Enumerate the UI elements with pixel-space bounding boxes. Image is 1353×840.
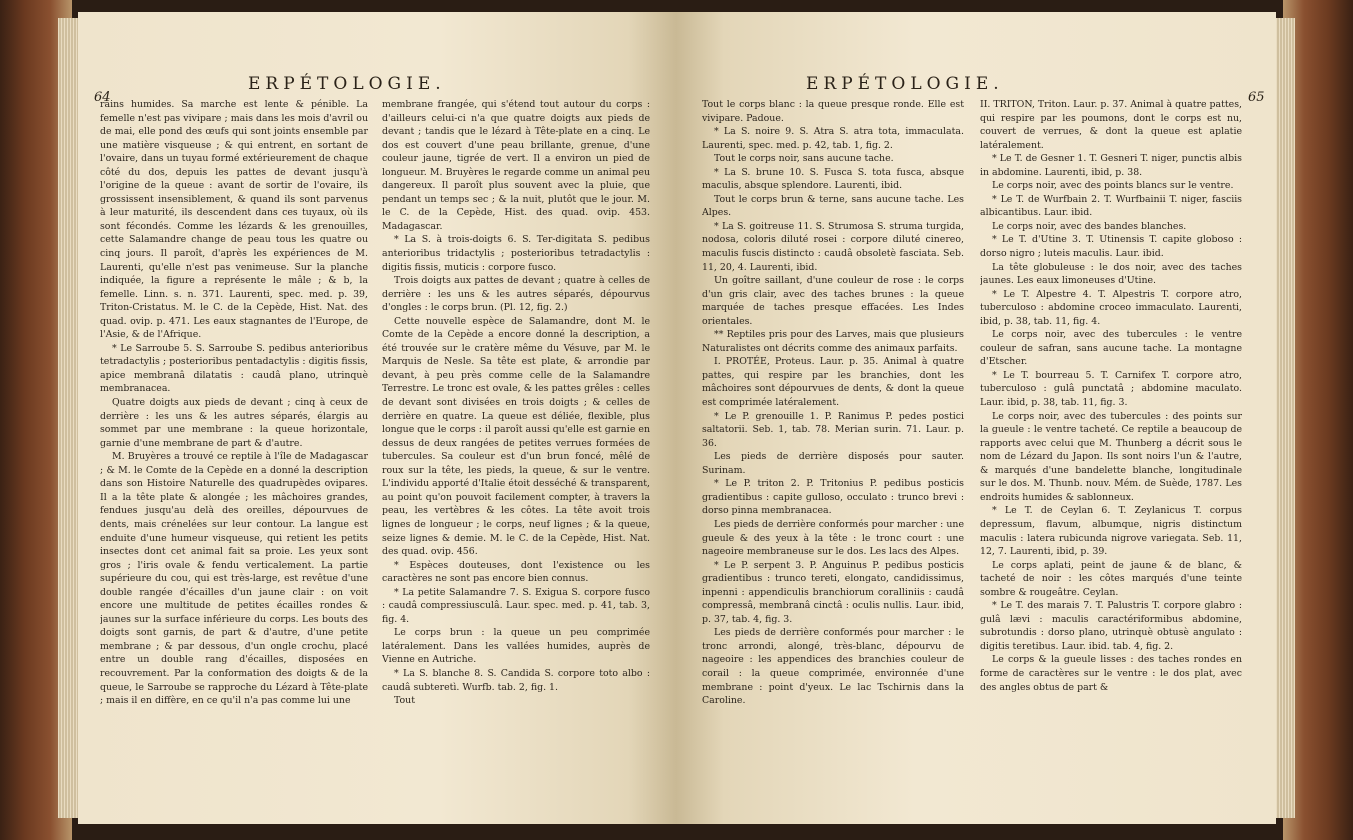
right-column-2: [980, 98, 1242, 810]
page-number: 65: [1248, 90, 1265, 105]
left-page: [78, 12, 676, 824]
paragraph: * La S. à trois-doigts 6. S. Ter-digitata S. pedibus anterioribus tridactylis ; posterioribus tetradactylis : digitis fissis, muticis : corpore fusco.: [382, 234, 650, 273]
paragraph: * Le T. des marais 7. T. Palustris T. corpore glabro : gulâ lævi : maculis caractériformibus abdomine, subrotundis : dorso plano, utrinquè obtusè angulato : digitis teretibus. Laur. ibid. tab. 4, fig. 2.: [980, 600, 1242, 652]
paragraph: * Le T. Alpestre 4. T. Alpestris T. corpore atro, tuberculoso : abdomine croceo immaculato. Laurenti, ibid, p. 38, tab. 11, fig. 4.: [980, 288, 1242, 327]
paragraph: La tête globuleuse : le dos noir, avec des taches jaunes. Les eaux limoneuses d'Utine.: [980, 261, 1242, 287]
paragraph: * Espèces douteuses, dont l'existence ou les caractères ne sont pas encore bien connus.: [382, 559, 650, 585]
paragraph: Un goître saillant, d'une couleur de rose : le corps d'un gris clair, avec des taches brunes : la queue marquée de taches presque effacées. Les Indes orientales.: [702, 275, 964, 327]
paragraph: Tout: [394, 695, 415, 707]
paragraph: rains humides. Sa marche est lente & pénible. La femelle n'est pas vivipare ; mais dans les mois d'avril ou de mai, elle pond des œufs qui sont joints ensemble par une matière visqueuse ; & qui entrent, en sortant de l'ovaire, dans un tuyau formé extérieurement de chaque côté du dos, depuis les pattes de devant jusqu'à l'origine de la queue : avant de sortir de l'ovaire, ils grossissent insensiblement, & quand ils sont parvenus à leur maturité, ils descendent dans ces tuyaux, où ils sont fécondés. Comme les lézards & les grenouilles, cette Salamandre change de peau tous les quatre ou cinq jours. Il paroît, d'après les expériences de M. Laurenti, qu'elle n'est pas venimeuse. Sur la planche indiquée, la figure a représente le mâle ; & b, la femelle. Linn. s. n. 371. Laurenti, spec. med. p. 39, Triton-Cristatus. M. le C. de la Cepède, Hist. Nat. des quad. ovip. p. 471. Les eaux stagnantes de l'Europe, de l'Asie, & de l'Afrique.: [100, 99, 368, 341]
paragraph: * Le T. de Wurfbain 2. T. Wurfbainii T. niger, fasciis albicantibus. Laur. ibid.: [980, 193, 1242, 219]
paragraph: * Le P. grenouille 1. P. Ranimus P. pedes postici saltatorii. Seb. 1, tab. 78. Merian surin. 71. Laur. p. 36.: [702, 410, 964, 449]
paragraph: membrane frangée, qui s'étend tout autour du corps : d'ailleurs celui-ci n'a que quatre doigts aux pieds de devant ; tandis que le lézard à Tête-plate en a cinq. Le dos est couvert d'une peau brillante, grenue, d'une couleur jaune, tigrée de vert. Il a environ un pied de longueur. M. Bruyères le regarde comme un animal peu dangereux. Il paroît plus souvent avec la pluie, que pendant un temps sec ; & la nuit, plutôt que le jour. M. le C. de la Cepède, Hist. des quad. ovip. 453. Madagascar.: [382, 99, 650, 232]
paragraph: * Le T. de Ceylan 6. T. Zeylanicus T. corpus depressum, flavum, albumque, nigris distinctum maculis : latera rubicunda nigrove variegata. Seb. 11, 12, 7. Laurenti, ibid, p. 39.: [980, 505, 1242, 558]
right-page-stack: [1273, 18, 1295, 818]
paragraph: Cette nouvelle espèce de Salamandre, dont M. le Comte de la Cepède a encore donné la description, a été trouvée sur le cratère même du Vésuve, par M. le Marquis de Nesle. Sa tête est plate, & arrondie par devant, à peu près comme celle de la Salamandre Terrestre. Le tronc est ovale, & les pattes grêles : celles de devant sont divisées en trois doigts ; & celles de derrière en quatre. La queue est déliée, flexible, plus longue que le corps : il paroît aussi qu'elle est garnie en dessus de deux rangées de petites verrues formées de tubercules. Sa couleur est d'un brun foncé, mêlé de roux sur la tête, les pieds, la queue, & sur le ventre. L'individu apporté d'Italie étoit desséché & transparent, au point qu'on pouvoit facilement compter, à travers la peau, les vertèbres & les côtes. La tête avoit trois lignes de longueur ; le corps, neuf lignes ; & la queue, seize lignes & demie. M. le C. de la Cepède, Hist. Nat. des quad. ovip. 456.: [382, 315, 650, 558]
paragraph: * La S. goitreuse 11. S. Strumosa S. struma turgida, nodosa, coloris diluté rosei : corpore diluté cinereo, maculis fuscis distincto : caudâ obsoletè fasciata. Seb. 11, 20, 4. Laurenti, ibid.: [702, 220, 964, 273]
paragraph: Trois doigts aux pattes de devant ; quatre à celles de derrière : les uns & les autres séparés, dépourvus d'ongles : le corps brun. (Pl. 12, fig. 2.): [382, 275, 650, 314]
paragraph: Les pieds de derrière conformés pour marcher : le tronc arrondi, alongé, très-blanc, dépourvu de nageoire : les appendices des branchies couleur de corail : la queue comprimée, environnée d'une membrane : point d'yeux. Le lac Tschirnis dans la Caroline.: [702, 627, 964, 707]
paragraph: Les pieds de derrière conformés pour marcher : une gueule & des yeux à la tête : le tronc court : une nageoire membraneuse sur le dos. Les lacs des Alpes.: [702, 518, 964, 558]
paragraph: ** Reptiles pris pour des Larves, mais que plusieurs Naturalistes ont décrits comme des animaux parfaits.: [702, 329, 964, 354]
paragraph: * La petite Salamandre 7. S. Exigua S. corpore fusco : caudâ compressiusculâ. Laur. spec. med. p. 41, tab. 3, fig. 4.: [382, 586, 650, 625]
paragraph: Tout le corps noir, sans aucune tache.: [714, 153, 894, 165]
paragraph: Le corps noir, avec des points blancs sur le ventre.: [992, 180, 1234, 192]
paragraph: Le corps brun : la queue un peu comprimée latéralement. Dans les vallées humides, auprès de Vienne en Autriche.: [382, 627, 650, 666]
running-header: ERPÉTOLOGIE.: [248, 74, 446, 94]
paragraph: II. TRITON, Triton. Laur. p. 37. Animal à quatre pattes, qui respire par les poumons, dont le corps est nu, couvert de verrues, & dont la queue est aplatie latéralement.: [980, 99, 1242, 151]
paragraph: Tout le corps brun & terne, sans aucune tache. Les Alpes.: [702, 193, 964, 219]
paragraph: Le corps & la gueule lisses : des taches rondes en forme de caractères sur le ventre : le dos plat, avec des angles obtus de part &: [980, 654, 1242, 693]
paragraph: * Le Sarroube 5. S. Sarroube S. pedibus anterioribus tetradactylis ; posterioribus pentadactylis : digitis fissis, apice membranâ dilatatis : caudâ plano, utrinquè membranacea.: [100, 342, 368, 395]
paragraph: Les pieds de derrière disposés pour sauter. Surinam.: [702, 451, 964, 476]
paragraph: * Le P. serpent 3. P. Anguinus P. pedibus posticis gradientibus : trunco tereti, elongato, candidissimus, inpenni : appendiculis branchiorum coralliniis : caudâ compressâ, membranâ cinctâ : oculis nullis. Laur. ibid, p. 37, tab. 4, fig. 3.: [702, 559, 964, 625]
paragraph: * Le T. d'Utine 3. T. Utinensis T. capite globoso : dorso nigro ; luteis maculis. Laur. ibid.: [980, 234, 1242, 260]
paragraph: Le corps noir, avec des tubercules : le ventre couleur de safran, sans aucune tache. La montagne d'Etscher.: [980, 329, 1242, 368]
right-column-1: [702, 98, 964, 810]
paragraph: M. Bruyères a trouvé ce reptile à l'île de Madagascar ; & M. le Comte de la Cepède en a donné la description dans son Histoire Naturelle des quadrupèdes ovipares. Il a la tête plate & alongée ; les mâchoires grandes, fendues jusqu'au delà des oreilles, dépourvues de dents, mais crénelées sur leur contour. La langue est enduite d'une humeur visqueuse, qui retient les petits insectes dont cet animal fait sa proie. Les yeux sont gros ; l'iris ovale & fendu verticalement. La partie supérieure du cou, qui est très-large, est revêtue d'une double rangée d'écailles d'un jaune clair : on voit encore une multitude de petites écailles rondes & jaunes sur la surface inférieure du corps. Les bouts des doigts sont garnis, de part & d'autre, d'une petite membrane ; & par dessous, d'un ongle crochu, placé entre un double rang d'écailles, disposées en recouvrement. Par la conformation des doigts & de la queue, le Sarroube se rapproche du Lézard à Tête-plate ; mais il en diffère, en ce qu'il n'a pas comme lui une: [100, 451, 368, 707]
left-page-stack: [58, 18, 80, 818]
right-page: [676, 12, 1276, 824]
paragraph: Tout le corps blanc : la queue presque ronde. Elle est vivipare. Padoue.: [702, 99, 964, 124]
paragraph: I. PROTÉE, Proteus. Laur. p. 35. Animal à quatre pattes, qui respire par les branchies, dont les mâchoires sont dépourvues de dents, & dont la queue est comprimée latéralement.: [702, 356, 964, 409]
paragraph: Le corps aplati, peint de jaune & de blanc, & tacheté de noir : les côtes marqués d'une teinte sombre & rougeâtre. Ceylan.: [980, 559, 1242, 598]
paragraph: Quatre doigts aux pieds de devant ; cinq à ceux de derrière : les uns & les autres séparés, élargis au sommet par une membrane : la queue horizontale, garnie d'une membrane de part & d'autre.: [100, 397, 368, 449]
paragraph: * Le P. triton 2. P. Tritonius P. pedibus posticis gradientibus : capite gulloso, occulato : trunco brevi : dorso pinna membranacea.: [702, 478, 964, 517]
paragraph: * La S. noire 9. S. Atra S. atra tota, immaculata. Laurenti, spec. med. p. 42, tab. 1, fig. 2.: [702, 126, 964, 151]
paragraph: Le corps noir, avec des bandes blanches.: [992, 220, 1187, 232]
left-column-1: [100, 98, 368, 810]
paragraph: * La S. brune 10. S. Fusca S. tota fusca, absque maculis, absque splendore. Laurenti, ibid.: [702, 166, 964, 192]
running-header: ERPÉTOLOGIE.: [806, 74, 1004, 94]
paragraph: * Le T. de Gesner 1. T. Gesneri T. niger, punctis albis in abdomine. Laurenti, ibid, p. 38.: [980, 153, 1242, 178]
page-number: 64: [94, 90, 111, 105]
paragraph: * Le T. bourreau 5. T. Carnifex T. corpore atro, tuberculoso : gulâ punctatâ ; abdomine maculato. Laur. ibid, p. 38, tab. 11, fig. 3.: [980, 369, 1242, 409]
paragraph: * La S. blanche 8. S. Candida S. corpore toto albo : caudâ subteretì. Wurfb. tab. 2, fig. 1.: [382, 667, 650, 693]
left-column-2: [382, 98, 650, 810]
paragraph: Le corps noir, avec des tubercules : des points sur la gueule : le ventre tacheté. Ce reptile a beaucoup de rapports avec celui que M. Thunberg a décrit sous le nom de Lézard du Japon. Ils sont noirs l'un & l'autre, & marqués d'une bandelette blanche, longitudinale sur le dos. M. Thunb. nouv. Mém. de Suède, 1787. Les endroits humides & sablonneux.: [980, 410, 1242, 503]
